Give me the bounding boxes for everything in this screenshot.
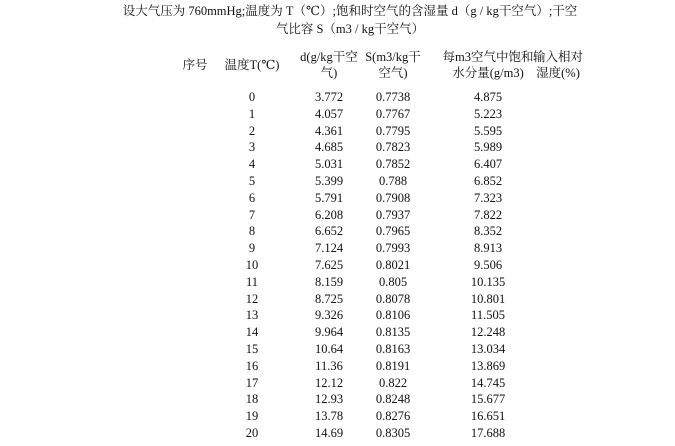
temperature-cell: 5 (248, 173, 256, 188)
temperature-cell: 18 (245, 392, 259, 407)
saturated-water-cell: 8.913 (473, 241, 503, 256)
saturated-water-cell: 4.875 (473, 90, 503, 104)
header-rh (528, 49, 588, 81)
table-row (0, 156, 675, 173)
specific-volume-cell: 0.8163 (375, 341, 411, 356)
table-row (0, 89, 675, 106)
moisture-content-cell: 10.64 (314, 341, 344, 356)
temperature-cell: 3 (248, 140, 256, 155)
table-row (0, 408, 675, 425)
specific-volume-cell: 0.7852 (375, 157, 411, 172)
title-line-1: 设大气压为 760mmHg;温度为 T（℃）;饱和时空气的含湿量 d（g / kg干空气）;干空 (122, 4, 578, 18)
temperature-cell: 16 (245, 358, 259, 373)
specific-volume-cell: 0.7738 (375, 90, 411, 104)
moisture-content-cell: 8.725 (314, 291, 344, 306)
table-row (0, 358, 675, 375)
moisture-content-cell: 6.652 (314, 224, 344, 239)
moisture-content-cell: 12.12 (314, 375, 344, 390)
header-d-line1: d(g/kg干空 (300, 50, 358, 64)
saturated-water-cell: 13.869 (470, 358, 506, 373)
specific-volume-cell: 0.8276 (375, 409, 411, 424)
moisture-content-cell: 14.69 (314, 425, 344, 440)
specific-volume-cell: 0.822 (378, 375, 408, 390)
moisture-content-cell: 5.791 (314, 190, 344, 205)
header-temp: 温度T(℃) (224, 58, 280, 72)
specific-volume-cell: 0.7937 (375, 207, 411, 222)
table-row (0, 307, 675, 324)
specific-volume-cell: 0.7965 (375, 224, 411, 239)
header-rh-line2: 湿度(%) (536, 66, 580, 80)
moisture-content-cell: 6.208 (314, 207, 344, 222)
saturated-water-cell: 15.677 (470, 392, 506, 407)
table-row (0, 291, 675, 308)
specific-volume-cell: 0.8135 (375, 325, 411, 340)
moisture-content-cell: 9.964 (314, 325, 344, 340)
table-row (0, 190, 675, 207)
specific-volume-cell: 0.7908 (375, 190, 411, 205)
saturated-water-cell: 7.822 (473, 207, 503, 222)
specific-volume-cell: 0.788 (378, 173, 408, 188)
moisture-content-cell: 4.057 (314, 106, 344, 121)
header-seq: 序号 (182, 58, 208, 72)
saturated-water-cell: 13.034 (470, 341, 506, 356)
temperature-cell: 14 (245, 325, 259, 340)
specific-volume-cell: 0.8106 (375, 308, 411, 323)
moisture-content-cell: 8.159 (314, 274, 344, 289)
moisture-content-cell: 11.36 (315, 358, 343, 373)
header-s (352, 49, 434, 81)
header-s-line2: 空气) (378, 66, 408, 80)
specific-volume-cell: 0.8248 (375, 392, 411, 407)
specific-volume-cell: 0.8191 (375, 358, 411, 373)
table-row (0, 223, 675, 240)
temperature-cell: 20 (245, 425, 259, 440)
header-rh-line1: 输入相对 (532, 50, 583, 64)
saturated-water-cell: 6.852 (473, 173, 503, 188)
saturated-water-cell: 9.506 (473, 257, 503, 272)
moisture-content-cell: 5.031 (314, 157, 344, 172)
temperature-cell: 11 (245, 274, 259, 289)
data-table (0, 89, 675, 442)
table-row (0, 324, 675, 341)
title-line-2: 气比容 S（m3 / kg干空气） (275, 22, 425, 36)
saturated-water-cell: 16.651 (470, 409, 506, 424)
header-water-line1: 每m3空气中饱和 (442, 50, 534, 64)
temperature-cell: 19 (245, 409, 259, 424)
specific-volume-cell: 0.7823 (375, 140, 411, 155)
saturated-water-cell: 5.989 (473, 140, 503, 155)
specific-volume-cell: 0.8305 (375, 425, 411, 440)
temperature-cell: 0 (248, 90, 256, 104)
moisture-content-cell: 12.93 (314, 392, 344, 407)
temperature-cell: 17 (245, 375, 259, 390)
table-row (0, 240, 675, 257)
header-s-line1: S(m3/kg干 (365, 50, 421, 64)
table-row (0, 257, 675, 274)
table-row (0, 207, 675, 224)
moisture-content-cell: 3.772 (314, 90, 344, 104)
moisture-content-cell: 5.399 (314, 173, 344, 188)
saturated-water-cell: 17.688 (470, 425, 506, 440)
temperature-cell: 9 (248, 241, 256, 256)
table-row (0, 425, 675, 442)
header-d-line2: 气) (320, 66, 338, 80)
specific-volume-cell: 0.7795 (375, 123, 411, 138)
saturated-water-cell: 11.505 (471, 308, 505, 323)
specific-volume-cell: 0.7767 (375, 106, 411, 121)
temperature-cell: 6 (248, 190, 256, 205)
saturated-water-cell: 10.801 (470, 291, 506, 306)
table-row (0, 274, 675, 291)
temperature-cell: 12 (245, 291, 259, 306)
saturated-water-cell: 6.407 (473, 157, 503, 172)
temperature-cell: 2 (248, 123, 256, 138)
temperature-cell: 7 (248, 207, 256, 222)
table-row (0, 139, 675, 156)
saturated-water-cell: 8.352 (473, 224, 503, 239)
page-title (100, 2, 600, 38)
temperature-cell: 15 (245, 341, 259, 356)
saturated-water-cell: 5.595 (473, 123, 503, 138)
temperature-cell: 4 (248, 157, 256, 172)
moisture-content-cell: 7.124 (314, 241, 344, 256)
table-row (0, 375, 675, 392)
moisture-content-cell: 13.78 (314, 409, 344, 424)
specific-volume-cell: 0.7993 (375, 241, 411, 256)
temperature-cell: 13 (245, 308, 259, 323)
table-row (0, 341, 675, 358)
specific-volume-cell: 0.805 (378, 274, 408, 289)
specific-volume-cell: 0.8078 (375, 291, 411, 306)
specific-volume-cell: 0.8021 (375, 257, 411, 272)
temperature-cell: 8 (248, 224, 256, 239)
table-row (0, 123, 675, 140)
header-water-line2: 水分量(g/m3) (452, 66, 524, 80)
saturated-water-cell: 7.323 (473, 190, 503, 205)
table-row (0, 173, 675, 190)
saturated-water-cell: 5.223 (473, 106, 503, 121)
moisture-content-cell: 7.625 (314, 257, 344, 272)
table-row (0, 391, 675, 408)
saturated-water-cell: 12.248 (470, 325, 506, 340)
saturated-water-cell: 10.135 (470, 274, 506, 289)
saturated-water-cell: 14.745 (470, 375, 506, 390)
temperature-cell: 10 (245, 257, 259, 272)
table-row (0, 106, 675, 123)
temperature-cell: 1 (248, 106, 256, 121)
moisture-content-cell: 4.361 (314, 123, 344, 138)
moisture-content-cell: 4.685 (314, 140, 344, 155)
moisture-content-cell: 9.326 (314, 308, 344, 323)
